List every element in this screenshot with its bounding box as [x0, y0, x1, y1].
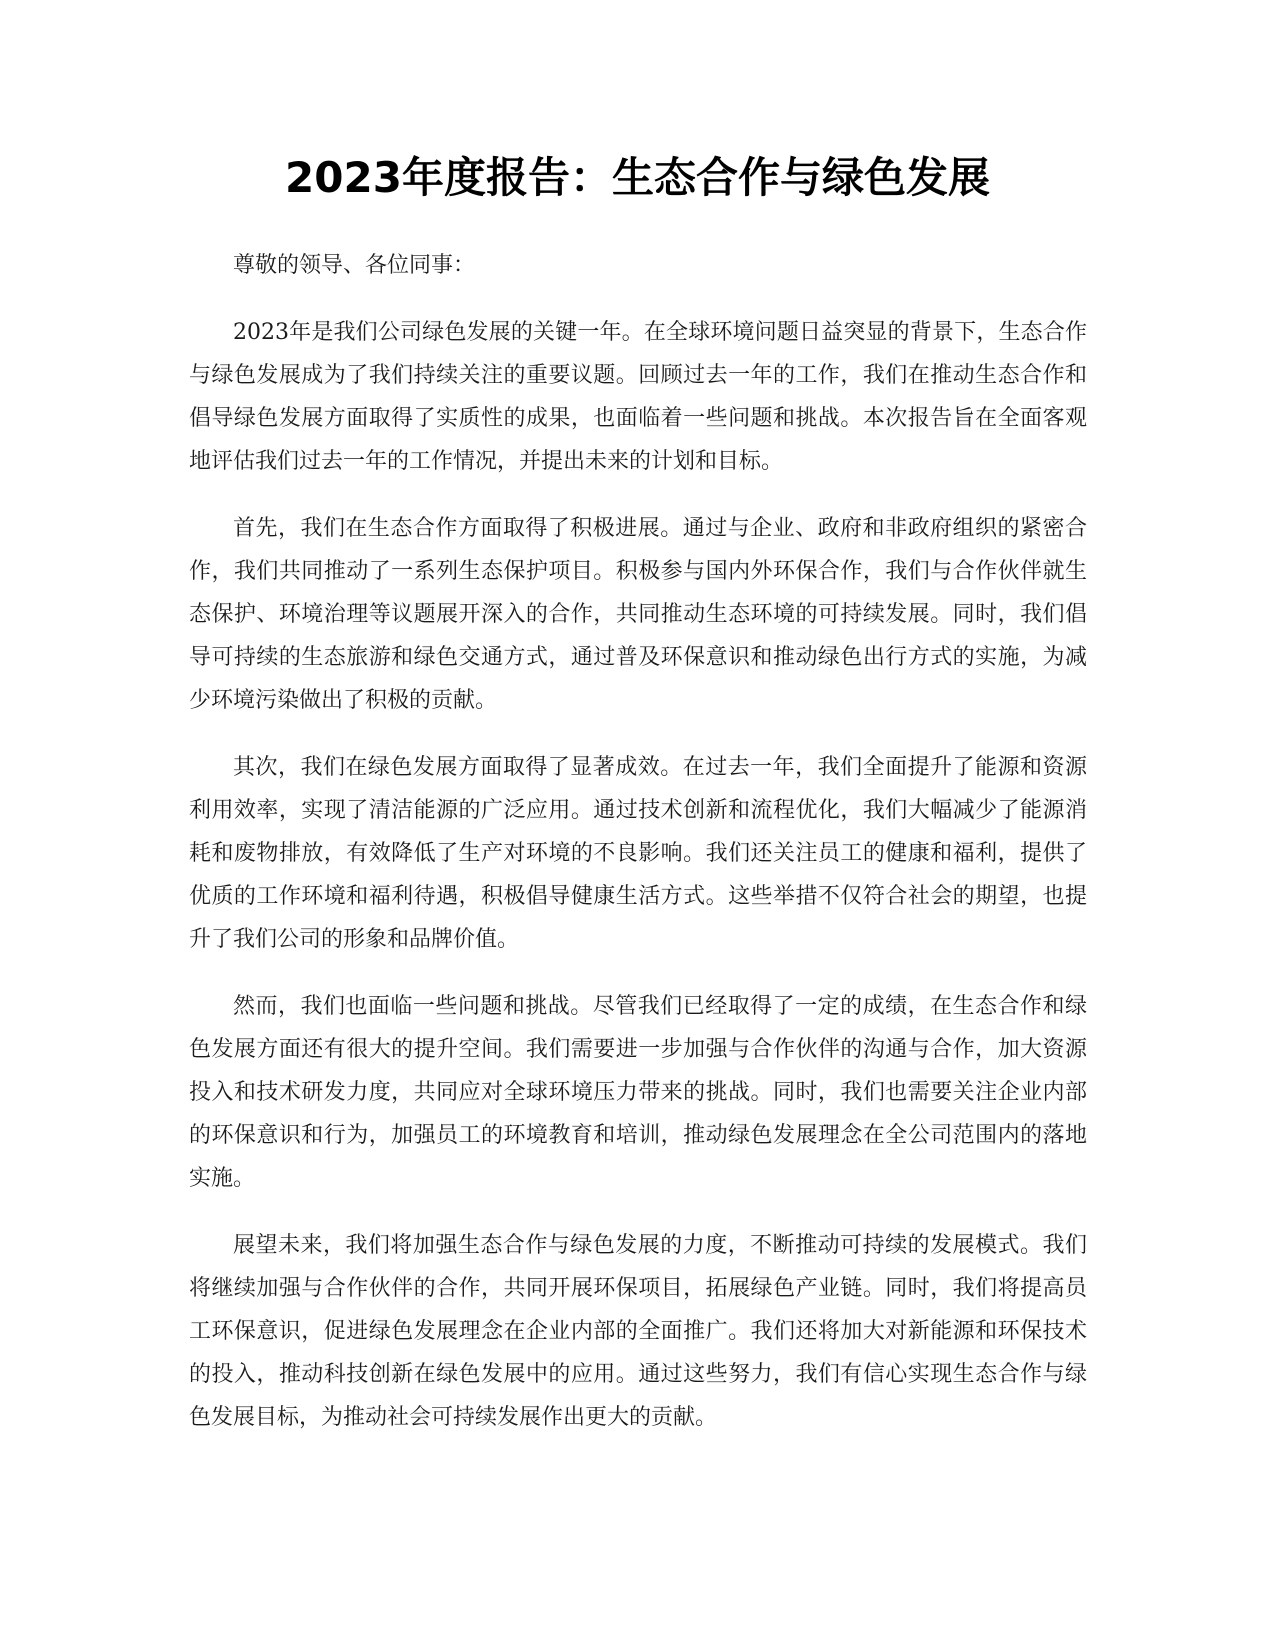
paragraph-outlook: 展望未来，我们将加强生态合作与绿色发展的力度，不断推动可持续的发展模式。我们将继续加强与合作伙伴的合作，共同开展环保项目，拓展绿色产业链。同时，我们将提高员工环保意识，促进绿色发展理念在企业内部的全面推广。我们还将加大对新能源和环保技术的投入，推动科技创新在绿色发展中的应用。通过这些努力，我们有信心实现生态合作与绿色发展目标，为推动社会可持续发展作出更大的贡献。 [189, 1233, 1087, 1430]
paragraph-eco-cooperation: 首先，我们在生态合作方面取得了积极进展。通过与企业、政府和非政府组织的紧密合作，我们共同推动了一系列生态保护项目。积极参与国内外环保合作，我们与合作伙伴就生态保护、环境治理等议题展开深入的合作，共同推动生态环境的可持续发展。同时，我们倡导可持续的生态旅游和绿色交通方式，通过普及环保意识和推动绿色出行方式的实施，为减少环境污染做出了积极的贡献。 [189, 516, 1087, 713]
document-body [189, 244, 1087, 1463]
page-title: 2023年度报告：生态合作与绿色发展 [285, 153, 990, 202]
salutation: 尊敬的领导、各位同事： [233, 253, 476, 278]
paragraph-intro: 2023年是我们公司绿色发展的关键一年。在全球环境问题日益突显的背景下，生态合作与绿色发展成为了我们持续关注的重要议题。回顾过去一年的工作，我们在推动生态合作和倡导绿色发展方面取得了实质性的成果，也面临着一些问题和挑战。本次报告旨在全面客观地评估我们过去一年的工作情况，并提出未来的计划和目标。 [189, 320, 1087, 474]
paragraph-challenges: 然而，我们也面临一些问题和挑战。尽管我们已经取得了一定的成绩，在生态合作和绿色发展方面还有很大的提升空间。我们需要进一步加强与合作伙伴的沟通与合作，加大资源投入和技术研发力度，共同应对全球环境压力带来的挑战。同时，我们也需要关注企业内部的环保意识和行为，加强员工的环境教育和培训，推动绿色发展理念在全公司范围内的落地实施。 [189, 994, 1087, 1191]
paragraph-green-development: 其次，我们在绿色发展方面取得了显著成效。在过去一年，我们全面提升了能源和资源利用效率，实现了清洁能源的广泛应用。通过技术创新和流程优化，我们大幅减少了能源消耗和废物排放，有效降低了生产对环境的不良影响。我们还关注员工的健康和福利，提供了优质的工作环境和福利待遇，积极倡导健康生活方式。这些举措不仅符合社会的期望，也提升了我们公司的形象和品牌价值。 [189, 755, 1087, 952]
